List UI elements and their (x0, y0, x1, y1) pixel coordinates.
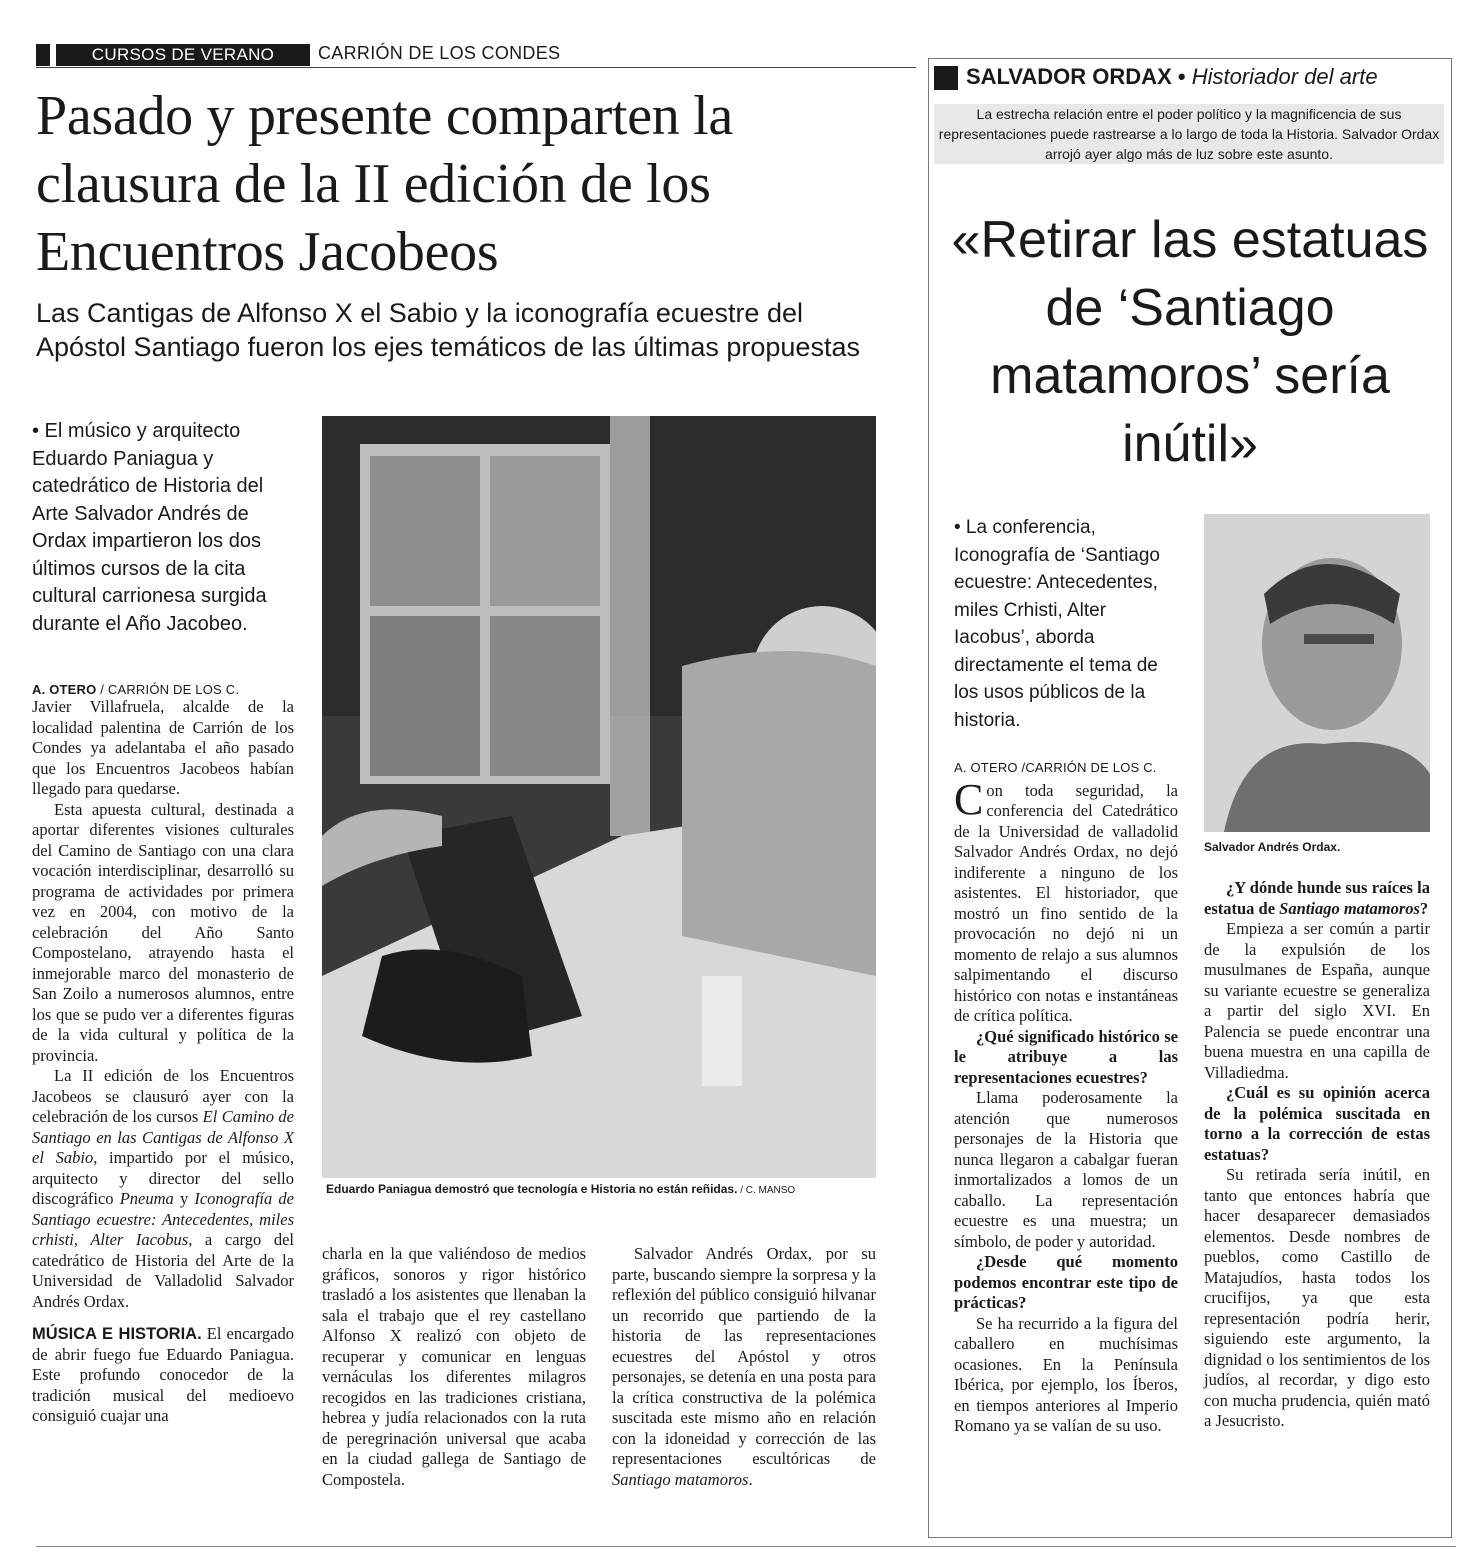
photo-credit: / C. MANSO (737, 1185, 796, 1196)
interview-marker-icon (934, 66, 958, 90)
text-run: , a cargo del catedrático de Historia del Arte de la Universidad de Valladolid Salvador Andrés Ordax. (32, 1230, 295, 1311)
label-name: Pneuma (119, 1189, 174, 1208)
answer: Su retirada sería inútil, en tanto que entonces habría que hacer desaparecer demasiados elementos. Desde nombres de pueblos, como Castillo de Matajudíos, hasta todos los crucifijos, ya que esta representación podría herir, siguiendo este argumento, la dignidad o los sentimientos de los judíos, al recordar, y digo esto con mucha prudencia, quién mató a Jesucristo. (1204, 1165, 1430, 1430)
paragraph (32, 1324, 294, 1427)
photo-illustration (322, 416, 876, 1178)
question (1204, 878, 1430, 919)
article-headline: Pasado y presente comparten la clausura de la II edición de los Encuentros Jacobeos (36, 85, 733, 283)
portrait-caption: Salvador Andrés Ordax. (1204, 840, 1341, 854)
sidebar-column-1 (954, 758, 1178, 1437)
section-marker (36, 44, 50, 66)
paragraph: Javier Villafruela, alcalde de la localidad palentina de Carrión de los Condes ya adelantaba el año pasado que los Encuentros Jacobeos habían llegado para quedarse. (32, 697, 294, 798)
byline-author: A. OTERO (32, 682, 97, 697)
article-column-1 (32, 682, 294, 1427)
question: ¿Cuál es su opinión acerca de la polémica suscitada en torno a la corrección de estas estatuas? (1204, 1083, 1430, 1164)
paragraph: Esta apuesta cultural, destinada a aportar diferentes visiones culturales del Camino de Santiago con una clara vocación interdisciplinar, desarrolló su programa de actividades por primera vez en 2004, con motivo de la celebración del Año Santo Compostelano, atrayendo hasta el inmejorable marco del monasterio de San Zoilo a numerosos alumnos, entre los que se pudo ver a diferentes figuras de la vida cultural y política de la provincia. (32, 799, 294, 1065)
header-rule (36, 67, 916, 68)
portrait-illustration (1204, 514, 1430, 832)
statue-name: Santiago matamoros (612, 1469, 749, 1489)
article-column-2 (322, 1244, 586, 1490)
question: ¿Qué significado histórico se le atribuye a las representaciones ecuestres? (954, 1026, 1178, 1087)
body-text-1 (32, 697, 294, 1427)
footer-rule (36, 1546, 1456, 1547)
text-run: ? (1419, 898, 1429, 918)
sidebar-lead: • La conferencia, Iconografía de ‘Santiago ecuestre: Antecedentes, miles Crhisti, Alter Iacobus’, aborda directamente el tema de los usos públicos de la historia. (954, 517, 1160, 731)
photo-caption (326, 1182, 886, 1196)
course-title: El Camino de Santiago en las Cantigas de Alfonso X el Sabio (32, 1107, 294, 1167)
answer: Empieza a ser común a partir de la expulsión de los musulmanes de España, aunque su variante ecuestre se generaliza a partir del siglo XVI. En Palencia se puede encontrar una buena muestra en una capilla de Villadiedma. (1204, 919, 1430, 1082)
interviewee-header: SALVADOR ORDAX • Historiador del arte (966, 64, 1378, 89)
inline-subhead: MÚSICA E HISTORIA. (32, 1325, 202, 1343)
text-run: El encargado de abrir fuego fue Eduardo Paniagua. Este profundo conocedor de la tradición musical del medioevo consiguió cuajar una (32, 1324, 295, 1425)
text-run: Salvador Andrés Ordax, por su parte, buscando siempre la sorpresa y la reflexión del público consiguió hilvanar un recorrido que partiendo de la historia de las representaciones ecuestres del Apóstol y otros personajes, se detenía en una posta para la crítica constructiva de la polémica suscitada este mismo año en relación con la idoneidad y corrección de las representaciones escultóricas de (612, 1244, 876, 1468)
paragraph (612, 1244, 876, 1490)
byline-place: / CARRIÓN DE LOS C. (96, 682, 240, 697)
drop-cap: C (954, 774, 984, 824)
interviewee-portrait (1204, 514, 1430, 832)
question: ¿Desde qué momento podemos encontrar este tipo de prácticas? (954, 1252, 1178, 1312)
text-run: y (173, 1189, 195, 1208)
interviewee-name: SALVADOR ORDAX (966, 64, 1172, 89)
interviewee-role: Historiador del arte (1191, 64, 1378, 89)
text-run: on toda seguridad, la conferencia del Catedrático de la Universidad de valladolid Salvador Andrés Ordax, no dejó indiferente a ninguno de los asistentes. El historiador, que mostró un fino sentido de la provocación no dejó ni un momento de relajo a sus alumnos salpimentando el discurso histórico con notas e instantáneas de crítica política. (954, 780, 1178, 1025)
sidebar-column-2 (1204, 878, 1430, 1432)
text-run: , impartido por el músico, arquitecto y director del sello discográfico (32, 1148, 294, 1208)
text-run: ¿Y dónde hunde sus raíces la estatua de (1204, 878, 1430, 918)
answer: Llama poderosamente la atención que numerosos personajes de la Historia que nunca llegaron a cabalgar fueran inmortalizados a lomos de un caballo. La representación ecuestre es una muestra; un símbolo, de poder y autoridad. (954, 1088, 1178, 1251)
article-column-3 (612, 1244, 876, 1490)
event-photo (322, 416, 876, 1178)
caption-text: Eduardo Paniagua demostró que tecnología e Historia no están reñidas. (326, 1182, 738, 1196)
text-run: La II edición de los Encuentros Jacobeos se clausuró ayer con la celebración de los cursos (32, 1066, 294, 1126)
sidebar-dek: La estrecha relación entre el poder político y la magnificencia de sus representaciones puede rastrearse a lo largo de toda la Historia. Salvador Ordax arrojó ayer algo más de luz sobre este asunto. (934, 104, 1444, 164)
paragraph (954, 774, 1178, 1027)
pull-quote: «Retirar las estatuas de ‘Santiago matamoros’ sería inútil» (951, 211, 1429, 473)
sidebar-byline: A. OTERO /CARRIÓN DE LOS C. (954, 760, 1157, 775)
section-label: CURSOS DE VERANO (56, 44, 310, 66)
paragraph (32, 1066, 294, 1312)
paragraph: charla en la que valiéndoso de medios gráficos, sonoros y rigor histórico trasladó a los asistentes que llenaban la sala el trabajo que el rey castellano Alfonso X realizó con objeto de recuperar y comunicar en lenguas vernáculas los diferentes milagros recogidos en las tradiciones cristiana, hebrea y judía relacionados con la ruta de peregrinación universal que acaba en la ciudad gallega de Santiago de Compostela. (322, 1244, 586, 1489)
article-subheadline: Las Cantigas de Alfonso X el Sabio y la iconografía ecuestre del Apóstol Santiago fueron los ejes temáticos de las últimas propuestas (36, 298, 860, 362)
answer: Se ha recurrido a la figura del caballero en muchísimas ocasiones. En la Península Ibérica, por ejemplo, los Íberos, en tiempos anteriores al Imperio Romano ya se valían de su uso. (954, 1313, 1178, 1435)
course-title: Iconografía de Santiago ecuestre: Antecedentes, miles crhisti, Alter Iacobus (32, 1189, 294, 1249)
article-lead: • El músico y arquitecto Eduardo Paniagua y catedrático de Historia del Arte Salvador Andrés de Ordax impartieron los dos últimos cursos de la cita cultural carrionesa surgida durante el Año Jacobeo. (32, 420, 267, 635)
text-run: . (748, 1469, 753, 1489)
statue-name: Santiago matamoros (1279, 898, 1420, 918)
byline (32, 682, 294, 697)
location-label: CARRIÓN DE LOS CONDES (318, 43, 561, 63)
